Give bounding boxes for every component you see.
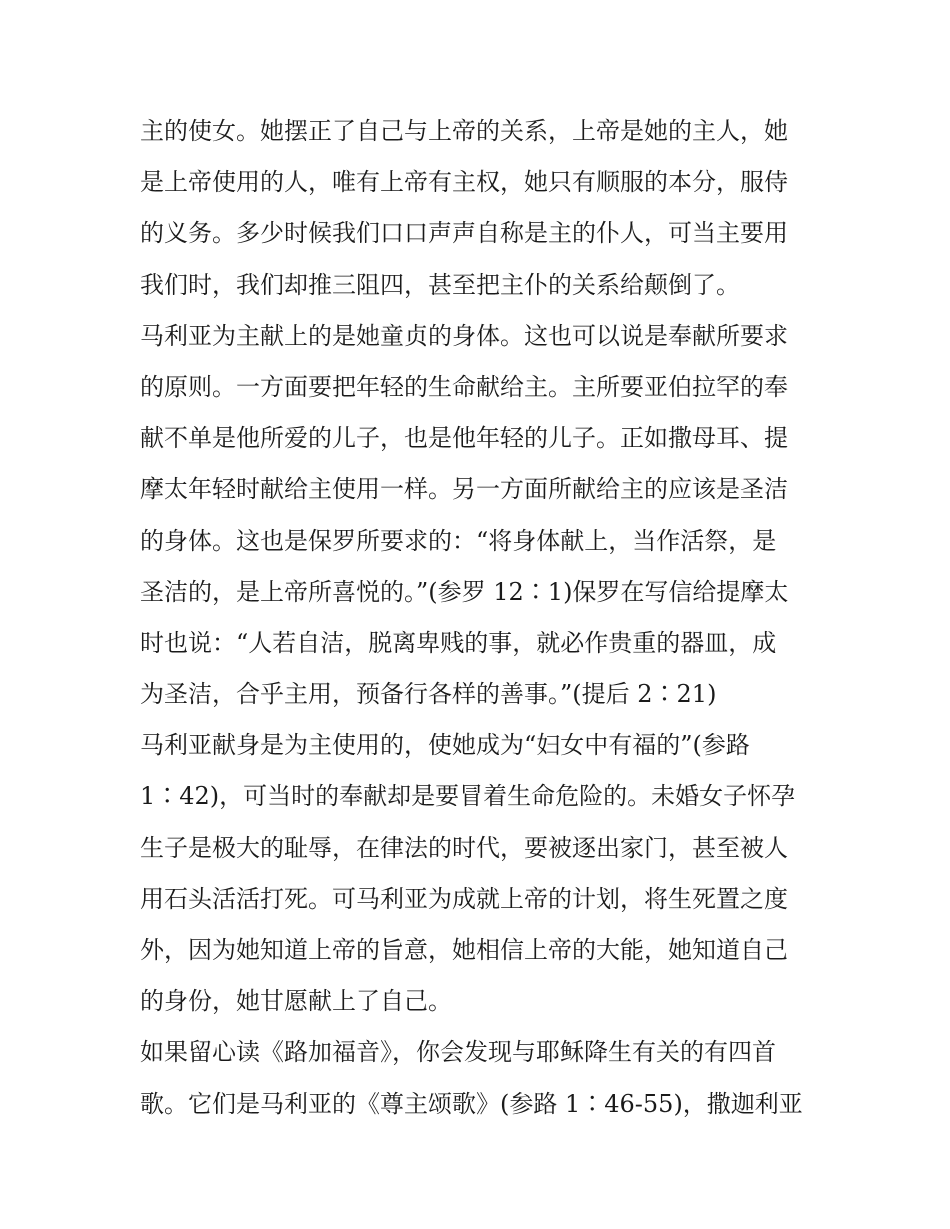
- text-line: 歌。它们是马利亚的《尊主颂歌》(参路 1∶46-55)，撒迦利亚: [140, 1089, 803, 1118]
- text-line: 是上帝使用的人，唯有上帝有主权，她只有顺服的本分，服侍: [140, 168, 788, 197]
- text-line: 献不单是他所爱的儿子，也是他年轻的儿子。正如撒母耳、提: [140, 424, 788, 453]
- text-line: 主的使女。她摆正了自己与上帝的关系，上帝是她的主人，她: [140, 117, 788, 145]
- text-line: 如果留心读《路加福音》，你会发现与耶稣降生有关的有四首: [140, 1038, 776, 1067]
- text-line: 我们时，我们却推三阻四，甚至把主仆的关系给颠倒了。: [140, 270, 740, 299]
- document-body: [140, 106, 820, 1130]
- text-line: 马利亚为主献上的是她童贞的身体。这也可以说是奉献所要求: [140, 321, 788, 350]
- text-line: 马利亚献身是为主使用的，使她成为“妇女中有福的”(参路: [140, 731, 750, 760]
- text-line: 的身份，她甘愿献上了自己。: [140, 987, 452, 1016]
- text-line: 的原则。一方面要把年轻的生命献给主。主所要亚伯拉罕的奉: [140, 372, 788, 401]
- text-line: 外，因为她知道上帝的旨意，她相信上帝的大能，她知道自己: [140, 936, 788, 964]
- text-line: 的身体。这也是保罗所要求的：“将身体献上，当作活祭，是: [140, 526, 777, 555]
- text-line: 时也说：“人若自洁，脱离卑贱的事，就必作贵重的器皿，成: [140, 628, 777, 657]
- text-line: 生子是极大的耻辱，在律法的时代，要被逐出家门，甚至被人: [140, 833, 788, 862]
- text-line: 1∶42)，可当时的奉献却是要冒着生命危险的。未婚女子怀孕: [140, 782, 796, 811]
- text-line: 用石头活活打死。可马利亚为成就上帝的计划，将生死置之度: [140, 884, 788, 913]
- text-line: 圣洁的，是上帝所喜悦的。”(参罗 12∶1)保罗在写信给提摩太: [140, 577, 789, 606]
- text-line: 为圣洁，合乎主用，预备行各样的善事。”(提后 2∶21): [140, 680, 717, 709]
- text-line: 摩太年轻时献给主使用一样。另一方面所献给主的应该是圣洁: [140, 475, 788, 504]
- text-line: 的义务。多少时候我们口口声声自称是主的仆人，可当主要用: [140, 219, 788, 248]
